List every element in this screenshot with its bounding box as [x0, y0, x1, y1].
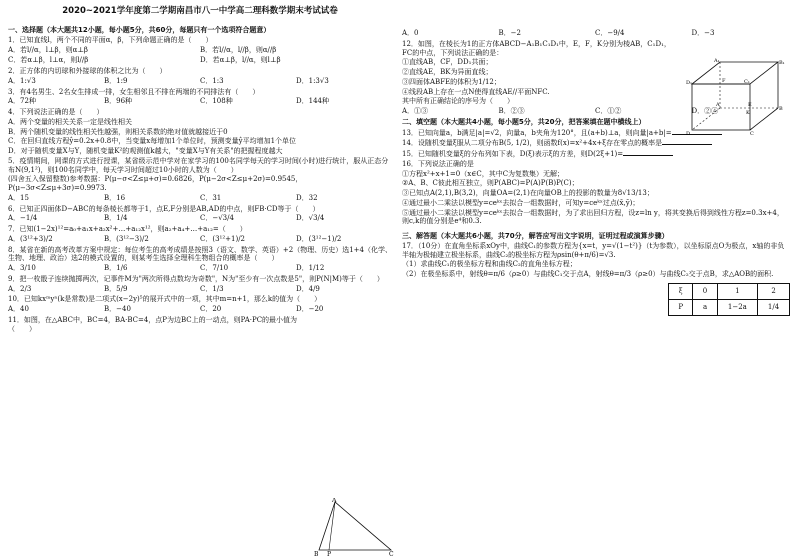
- table-cell: 2: [758, 284, 790, 300]
- svg-text:P: P: [327, 551, 332, 558]
- question-12: 12．如图，在棱长为1的正方体ABCD−A₁B₁C₁D₁中，E，F，K分别为棱AB，C₁D₁，FC的中点，下列说法正确的是：: [402, 39, 671, 57]
- svg-text:C₁: C₁: [744, 79, 750, 85]
- option: C．若α⊥β，l⊥α，则l//β: [8, 56, 89, 65]
- question-9-options: [8, 285, 392, 294]
- svg-text:C: C: [389, 551, 394, 558]
- option: A．(3¹²+3)/2: [8, 234, 53, 243]
- svg-text:F: F: [722, 78, 726, 84]
- question-8: 8．某省在新的高考改革方案中规定：每位考生的高考成绩是按照3（语文、数学、英语）+2（物理、历史）选1+4（化学、生物、地理、政治）选2的模式设置的，则某考生选择全理科生物组合的概率是（ ）: [8, 245, 392, 263]
- option: C．−√3/4: [200, 214, 234, 223]
- option: C．−9/4: [595, 29, 625, 37]
- question-12-statement: ③四面体ABFE的体积为1/12；: [402, 77, 501, 86]
- question-4-option-b: B．两个随机变量的线性相关性越强，则相关系数的绝对值就越接近于0: [8, 127, 228, 136]
- question-7: 7．已知(1−2x)¹²=a₀+a₁x+a₂x²+…+a₁₂x¹²，则a₂+a₄+…+a₁₂=（ ）: [8, 225, 247, 233]
- option: A．1:√3: [8, 76, 36, 85]
- option: A．2/3: [8, 284, 32, 293]
- svg-text:E: E: [748, 102, 752, 108]
- option: A．3/10: [8, 264, 36, 272]
- question-4-option-a: A．两个变量的相关关系一定是线性相关: [8, 117, 133, 126]
- table-cell: 1−2a: [717, 299, 758, 315]
- table-cell: 1: [717, 284, 758, 300]
- option: C．①②: [595, 107, 622, 115]
- question-17-part-2: （2）在极坐标系中，射线θ=π/6（ρ≥0）与曲线C₁交于点A，射线θ=π/3（ρ≥0）与曲线C₂交于点B，求△AOB的面积.: [402, 270, 774, 278]
- svg-text:B: B: [314, 551, 319, 558]
- question-5-options: [8, 194, 392, 203]
- question-1-options: [8, 46, 392, 55]
- svg-text:K: K: [746, 110, 750, 116]
- svg-text:A: A: [716, 102, 720, 108]
- question-4: 4．下列说法正确的是（ ）: [8, 108, 104, 116]
- option: C．(3¹²+1)/2: [200, 234, 246, 243]
- option: B．−40: [104, 305, 131, 313]
- svg-text:B₁: B₁: [779, 60, 785, 66]
- question-12-statement: ④线段AB上存在一点N使得直线AE//平面NFC.: [402, 87, 550, 96]
- question-4-option-d: D．对于随机变量X与Y，随机变量K²的观测值k越大，"变量X与Y有关系"的把握程度越大: [8, 147, 283, 155]
- question-10: 10．已知kxᵐyⁿ(k是常数)是二项式(x−2y)⁵的展开式中的一项，其中m=n+1，那么k的值为（ ）: [8, 295, 322, 304]
- question-15-text: 15．已知随机变量ξ的分布列如下表，D(ξ)表示ξ的方差，则D(2ξ+1)=: [402, 150, 624, 158]
- section-2-heading: 二、填空题（本大题共4小题，每小题5分，共20分，把答案填在题中横线上）: [402, 117, 646, 126]
- question-12-statement: ②直线AE，BK为异面直线；: [402, 68, 493, 76]
- option: D．1/12: [296, 264, 325, 272]
- option: B．1:9: [104, 76, 128, 85]
- option: A．①③: [402, 107, 429, 115]
- option: C．7/10: [200, 264, 229, 272]
- question-13-text: 13．已知向量a，b满足|a|=√2，向量a，b夹角为120°，且(a+b)⊥a，则向量|a+b|=: [402, 128, 672, 137]
- option: B．16: [104, 193, 126, 202]
- option: A．−1/4: [8, 214, 38, 223]
- option: C．108种: [200, 97, 233, 106]
- question-11: 11．如图，在△ABC中，BC=4，BA·BC=4，点P为边BC上的一动点，则PA·PC的最小值为（ ）: [8, 315, 298, 333]
- cube-figure: [686, 58, 786, 136]
- question-11-options: [402, 29, 788, 38]
- option: B．96种: [104, 97, 133, 106]
- option: D．1:3√3: [296, 76, 329, 85]
- option: B．5/9: [104, 284, 128, 293]
- question-16-statement: ⑤通过最小二乘法以模型y=ceᵏˣ去拟合一组数据时，为了求出回归方程，设z=ln y，将其变换后得到线性方程z=0.3x+4，则c,k的值分别是e⁴和0.3.: [402, 208, 784, 226]
- option: B．(3¹²−3)/2: [104, 234, 149, 243]
- question-8-options: [8, 264, 392, 273]
- question-14-text: 14．设随机变量ξ服从二项分布B(5, 1/2)，则函数f(x)=x²+4x+ξ存在零点的概率是: [402, 139, 663, 148]
- svg-text:D: D: [686, 131, 691, 136]
- option: D．√3/4: [296, 214, 325, 223]
- option: C．31: [200, 193, 222, 202]
- distribution-table: [668, 283, 790, 316]
- question-6: 6．已知正四面体D−ABC的每条棱长都等于1，点E,F分别是AB,AD的中点，则FB·CD等于（ ）: [8, 204, 320, 213]
- question-7-options: [8, 235, 392, 244]
- option: B．若l//α，l//β，则α//β: [200, 45, 277, 54]
- table-row: [669, 299, 790, 315]
- option: D．−20: [296, 305, 324, 313]
- table-cell: a: [693, 299, 717, 315]
- question-15: [402, 149, 788, 159]
- option: D．−3: [691, 29, 715, 37]
- question-2-options: [8, 77, 392, 86]
- question-3-options: [8, 97, 392, 106]
- option: D．144种: [296, 97, 329, 106]
- question-5: 5．疫情期间，网课的方式进行授课，某省级示范中学对在家学习的100名同学每天的学习时间(小时)进行统计，服从正态分布N(9,1²)，则100名同学中，每天学习时间超过10小时的人数为（ ）: [8, 156, 389, 174]
- left-column: [8, 24, 392, 334]
- option: D．②④: [691, 107, 719, 115]
- answer-blank: [623, 149, 673, 156]
- option: D．若α⊥β，l//α，则l⊥β: [200, 56, 281, 65]
- question-9: 9．把一枚骰子连续抛掷两次，记事件M为"两次所得点数均为奇数"，N为"至少有一次点数是5"，则P(N|M)等于（ ）: [8, 274, 384, 283]
- question-14: [402, 138, 788, 148]
- question-1: 1．已知直线l，两个不同的平面α，β，下列命题正确的是（ ）: [8, 35, 213, 44]
- option: B．1/4: [104, 214, 128, 223]
- svg-text:C: C: [750, 131, 754, 136]
- option: A．若l//α，l⊥β，则α⊥β: [8, 45, 88, 54]
- question-4-option-c: C．在回归直线方程ŷ=0.2x+0.8中，当变量x每增加1个单位时，预测变量ŷ平均增加1个单位: [8, 137, 297, 146]
- question-2: 2．正方体的内切球和外接球的体积之比为（ ）: [8, 67, 167, 75]
- section-1-heading: 一、选择题（本大题共12小题，每小题5分，共60分，每题只有一个选项符合题意）: [8, 26, 271, 34]
- table-cell: ξ: [669, 284, 693, 300]
- question-5-reference: (四舍五入保留整数)参考数据：P(μ−σ<Z≤μ+σ)=0.6826，P(μ−2σ<Z≤μ+2σ)=0.9545，P(μ−3σ<Z≤μ+3σ)=0.9973.: [8, 175, 303, 192]
- option: D．4/9: [296, 284, 320, 293]
- option: B．②③: [498, 107, 525, 115]
- option: C．1:3: [200, 76, 224, 85]
- question-16-statement: ④通过最小二乘法以模型y=ceᵏˣ去拟合一组数据时，可知y=ceᵏˣ过点(x̄,ȳ)；: [402, 198, 640, 207]
- triangle-figure: [305, 498, 395, 558]
- answer-blank: [662, 138, 712, 145]
- option: B．−2: [498, 29, 521, 37]
- option: C．1/3: [200, 284, 224, 293]
- option: B．1/6: [104, 264, 128, 272]
- svg-text:A: A: [332, 498, 337, 504]
- table-cell: 0: [693, 284, 717, 300]
- option: A．72种: [8, 97, 36, 106]
- section-3-heading: 三、解答题（本大题共6小题，共70分，解答应写出文字说明，证明过程或演算步骤）: [402, 232, 669, 240]
- question-6-options: [8, 214, 392, 223]
- question-16-statement: ②A、B、C彼此相互独立，则P(ABC)=P(A)P(B)P(C)；: [402, 179, 579, 188]
- option: D．32: [296, 193, 318, 202]
- question-17: 17．（10分）在直角坐标系xOy中，曲线C₁的参数方程为{x=t，y=√(1−t²)}（t为参数），以坐标原点O为极点，x轴的非负半轴为极轴建立极坐标系，曲线C₂的极坐标方程为ρsin(θ+π/6)=√3.: [402, 241, 785, 259]
- question-1-options: [8, 56, 392, 65]
- question-16-statement: ③已知点A(2,1),B(3,2)，向量OA=(2,1)在向量OB上的投影的数量为8√13/13；: [402, 189, 654, 197]
- table-cell: 1/4: [758, 299, 790, 315]
- option: A．40: [8, 305, 29, 313]
- option: D．(3¹²−1)/2: [296, 234, 342, 243]
- option: A．0: [402, 29, 419, 37]
- svg-text:B: B: [779, 106, 783, 112]
- question-3: 3．有4名男生、2名女生排成一排，女生相邻且不排在两端的不同排法有（ ）: [8, 87, 260, 96]
- question-10-options: [8, 305, 392, 314]
- question-12-statement: ①直线AB，CF，DD₁共面；: [402, 58, 493, 67]
- option: A．15: [8, 193, 29, 202]
- svg-text:A₁: A₁: [714, 58, 720, 64]
- question-16-statement: ①方程x²+x+1=0（x∈C，其中C为复数集）无解；: [402, 169, 565, 178]
- svg-text:D₁: D₁: [686, 80, 693, 86]
- question-17-part-1: （1）求曲线C₁的极坐标方程和曲线C₂的直角坐标方程；: [402, 260, 577, 269]
- question-16: 16．下列说法正确的是: [402, 159, 474, 168]
- table-row: [669, 284, 790, 300]
- option: C．20: [200, 305, 222, 313]
- table-cell: P: [669, 299, 693, 315]
- question-12-prompt: 其中所有正确结论的序号为（ ）: [402, 97, 514, 106]
- page-title: 2020~2021学年度第二学期南昌市八一中学高二理科数学期末考试试卷: [62, 6, 338, 16]
